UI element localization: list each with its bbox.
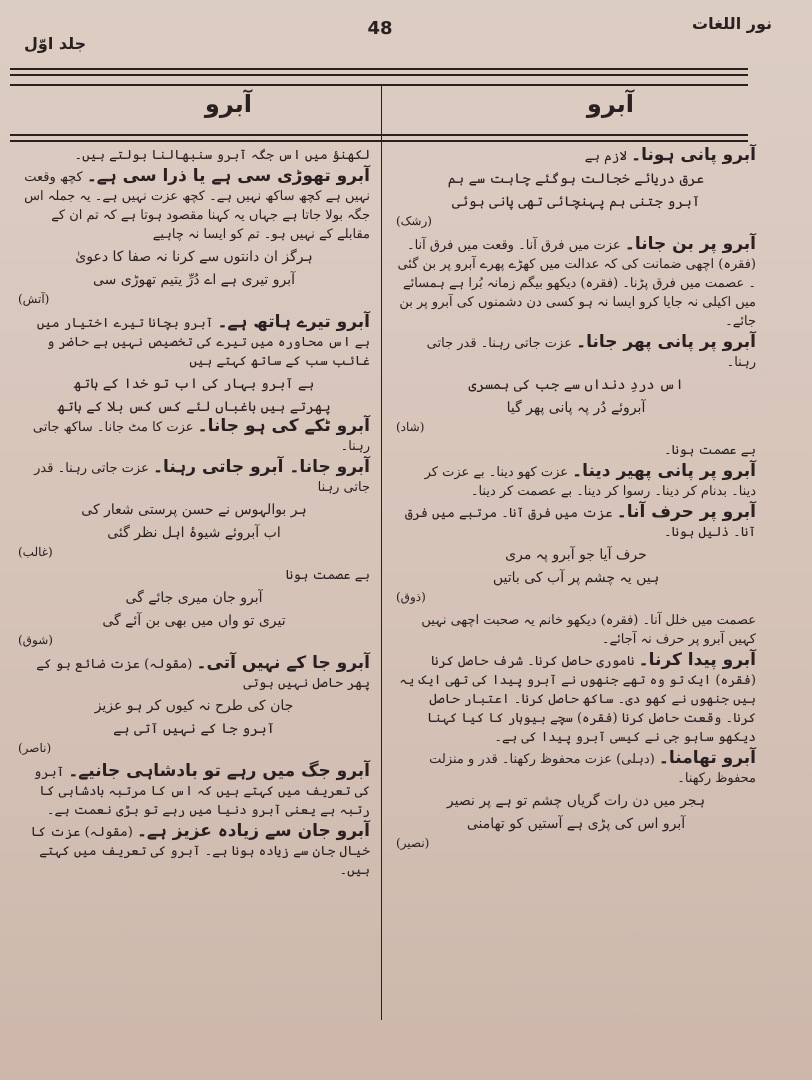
entry-definition: (دہلی) عزت محفوظ رکھنا۔ قدر و منزلت محفوظ رکھنا۔ bbox=[429, 752, 756, 786]
verse-line: تیری تو واں میں بھی بن آئے گی bbox=[102, 613, 286, 629]
header-rule bbox=[10, 84, 748, 86]
verse-line: ہرگز ان دانتوں سے کرنا نہ صفا کا دعویٰ bbox=[75, 249, 313, 265]
entry-headword: آبرو پر حرف آنا۔ bbox=[616, 502, 756, 522]
entry-headword: آبرو جان سے زیادہ عزیز ہے۔ bbox=[136, 821, 370, 841]
verse-line: ہجر میں دن رات گریاں چشم تو ہے پر نصیر bbox=[446, 793, 706, 809]
entry-headword: آبرو ٹکے کی ہو جانا۔ bbox=[197, 416, 370, 436]
verse-line: پھرتے ہیں باغباں لئے کس کس بلا کے ہاتھ bbox=[57, 399, 331, 415]
left-column-heading: آبرو bbox=[204, 90, 252, 118]
poet-name: (آتش) bbox=[18, 292, 50, 306]
poet-name: (شاد) bbox=[396, 420, 425, 434]
poet-name: (رشک) bbox=[396, 214, 432, 228]
poet-name: (ناصر) bbox=[18, 741, 52, 755]
header-rule-top-2 bbox=[10, 74, 748, 76]
entry bbox=[18, 417, 370, 456]
entry-headword: آبرو پر پانی پھر جانا۔ bbox=[576, 332, 756, 352]
book-title: نور اللغات bbox=[692, 14, 772, 33]
entry bbox=[18, 822, 370, 880]
entry-definition: لکھنؤ میں اس جگہ آبرو سنبھالنا بولتے ہیں۔ bbox=[74, 148, 370, 163]
entry-definition: عزت میں فرق آنا۔ وقعت میں فرق آنا۔ (فقرہ) اچھی ضمانت کی کہ عدالت میں کھڑے پھرے آبرو پر بن گئی ۔ عصمت میں فرق پڑنا۔ (فقرہ) دیکھو بیگم زمانہ بُرا ہے ہمسائے میں اکیلی نہ جایا کرو ایسا نہ ہو کسی دن دشمنوں کی آبرو پر بن جائے۔ bbox=[397, 238, 756, 329]
right-column-heading: آبرو bbox=[586, 90, 634, 118]
entry bbox=[396, 651, 756, 747]
poet-name: (شوق) bbox=[18, 633, 53, 647]
entry-definition: کچھ وقعت نہیں ہے کچھ ساکھ نہیں ہے۔ کچھ عزت نہیں ہے۔ یہ جملہ اس جگہ بولا جاتا ہے جہاں یہ کہنا مقصود ہوتا ہے کہ تم ان کے مقابلے کے نہیں ہو۔ تم کو ایسا نہ چاہیے bbox=[24, 170, 370, 242]
verse-line: ہر بوالہوس نے حسن پرستی شعار کی bbox=[81, 502, 307, 518]
poet-name: (نصیر) bbox=[396, 836, 430, 850]
verse-line: حرف آیا جو آبرو پہ مری bbox=[505, 547, 647, 563]
left-column bbox=[18, 146, 370, 882]
entry-headword: آبرو پر پانی پھیر دینا۔ bbox=[572, 461, 756, 481]
entry-headword: آبرو تھامنا۔ bbox=[658, 748, 756, 768]
entry-definition: (مقولہ) عزت کا خیال جان سے زیادہ ہونا ہے۔ آبرو کی تعریف میں کہتے ہیں۔ bbox=[30, 825, 370, 878]
entry-definition: عزت کھو دینا۔ بے عزت کر دینا۔ بدنام کر دینا۔ رسوا کر دینا۔ بے عصمت کر دینا۔ bbox=[424, 465, 756, 499]
entry-definition: آبرو بچانا تیرے اختیار میں ہے اس محاورہ میں تیرے کی تخصیص نہیں ہے حاضر و غائب سب کے ساتھ کہتے ہیں bbox=[36, 316, 370, 369]
volume-label: جلد اوّل bbox=[24, 34, 87, 53]
verse-line: آبرو تیری ہے اے دُرِّ یتیم تھوڑی سی bbox=[92, 272, 296, 288]
entry-headword: آبرو پانی ہونا۔ bbox=[631, 145, 756, 165]
column-heading-rule bbox=[10, 134, 748, 136]
entry-headword: آبرو تیرے ہاتھ ہے۔ bbox=[217, 312, 370, 332]
entry-definition: (مقولہ) عزت ضائع ہو کے پھر حاصل نہیں ہوتی bbox=[36, 657, 370, 691]
verse-line: عرق دریائے خجالت ہوگئے چاہت سے ہم bbox=[447, 171, 705, 187]
verse-line: اب آبروئے شیوۂ اہل نظر گئی bbox=[107, 525, 281, 541]
verse-line: جان کی طرح نہ کیوں کر ہو عزیز bbox=[94, 698, 294, 714]
verse-line: آبرو جتنی ہم پہنچائی تھی پانی ہوئی bbox=[451, 194, 701, 210]
column-divider bbox=[381, 84, 382, 1020]
header-rule-top bbox=[10, 68, 748, 70]
page-number: 48 bbox=[367, 18, 393, 39]
entry-headword: آبرو جانا۔ آبرو جاتی رہنا۔ bbox=[153, 457, 370, 477]
entry-definition: عزت میں فرق آنا۔ مرتبے میں فرق آنا۔ ذلیل ہونا۔ bbox=[405, 506, 756, 540]
entry-definition: عزت جاتی رہنا۔ قدر جاتی رہنا bbox=[34, 461, 370, 495]
entry-definition: عزت جاتی رہنا۔ قدر جاتی رہنا۔ bbox=[426, 336, 756, 370]
entry bbox=[18, 167, 370, 244]
entry-headword: آبرو جگ میں رہے تو بادشاہی جانیے۔ bbox=[68, 761, 370, 781]
entry bbox=[396, 235, 756, 331]
entry-definition: عصمت میں خلل آنا۔ (فقرہ) دیکھو خانم یہ صحبت اچھی نہیں کہیں آبرو پر حرف نہ آجائے۔ bbox=[421, 613, 756, 647]
verse-line: آبرو جا کے نہیں آتی ہے bbox=[113, 721, 275, 737]
entry-definition: عزت کا مٹ جانا۔ ساکھ جاتی رہنا۔ bbox=[32, 420, 370, 454]
entry bbox=[18, 313, 370, 371]
verse-line: آبرو جان میری جائے گی bbox=[125, 590, 263, 606]
entry bbox=[396, 749, 756, 788]
right-column bbox=[396, 146, 756, 857]
entry-definition: آبرو کی تعریف میں کہتے ہیں کہ اس کا مرتبہ بادشاہی کا رتبہ ہے یعنی آبرو دنیا میں رہے تو بڑی نعمت ہے۔ bbox=[33, 765, 370, 818]
verse-line: آبروئے دُر پہ پانی پھر گیا bbox=[506, 400, 646, 416]
verse-line: ہیں یہ چشم پر آب کی باتیں bbox=[492, 570, 660, 586]
verse-line: ہے آبرو بہار کی اب تو خدا کے ہاتھ bbox=[73, 376, 315, 392]
entry bbox=[396, 462, 756, 501]
poet-name: (غالب) bbox=[18, 545, 53, 559]
column-heading-rule-2 bbox=[10, 140, 748, 142]
entry bbox=[18, 458, 370, 497]
entry bbox=[18, 654, 370, 693]
entry-definition: ناموری حاصل کرنا۔ شرف حاصل کرنا (فقرہ) ایک تو وہ تھے جنھوں نے آبرو پیدا کی تھی ایک یہ ہیں جنھوں نے کھو دی۔ ساکھ حاصل کرنا۔ اعتبار حاصل کرنا۔ وقعت حاصل کرنا (فقرہ) سچے بیوہار کا کیا کہنا دیکھو ساہو جی نے کیسی آبرو پیدا کی ہے۔ bbox=[399, 654, 756, 745]
entry-headword: آبرو پر بن جانا۔ bbox=[624, 234, 756, 254]
poet-name: (ذوق) bbox=[396, 590, 426, 604]
entry-definition: بے عصمت ہونا۔ bbox=[663, 443, 756, 458]
entry bbox=[396, 503, 756, 542]
entry bbox=[396, 333, 756, 372]
entry-headword: آبرو پیدا کرنا۔ bbox=[638, 650, 756, 670]
entry-definition: لازم ہے bbox=[584, 149, 627, 164]
entry-headword: آبرو تھوڑی سی ہے یا ذرا سی ہے۔ bbox=[86, 166, 370, 186]
entry-definition: بے عصمت ہونا bbox=[285, 568, 370, 583]
verse-line: اس دردِ دنداں سے جب کی ہمسری bbox=[468, 377, 684, 393]
entry bbox=[396, 146, 756, 166]
entry-headword: آبرو جا کے نہیں آتی۔ bbox=[196, 653, 370, 673]
entry bbox=[18, 762, 370, 820]
verse-line: آبرو اس کی پڑی ہے آستیں کو تھامنی bbox=[466, 816, 686, 832]
